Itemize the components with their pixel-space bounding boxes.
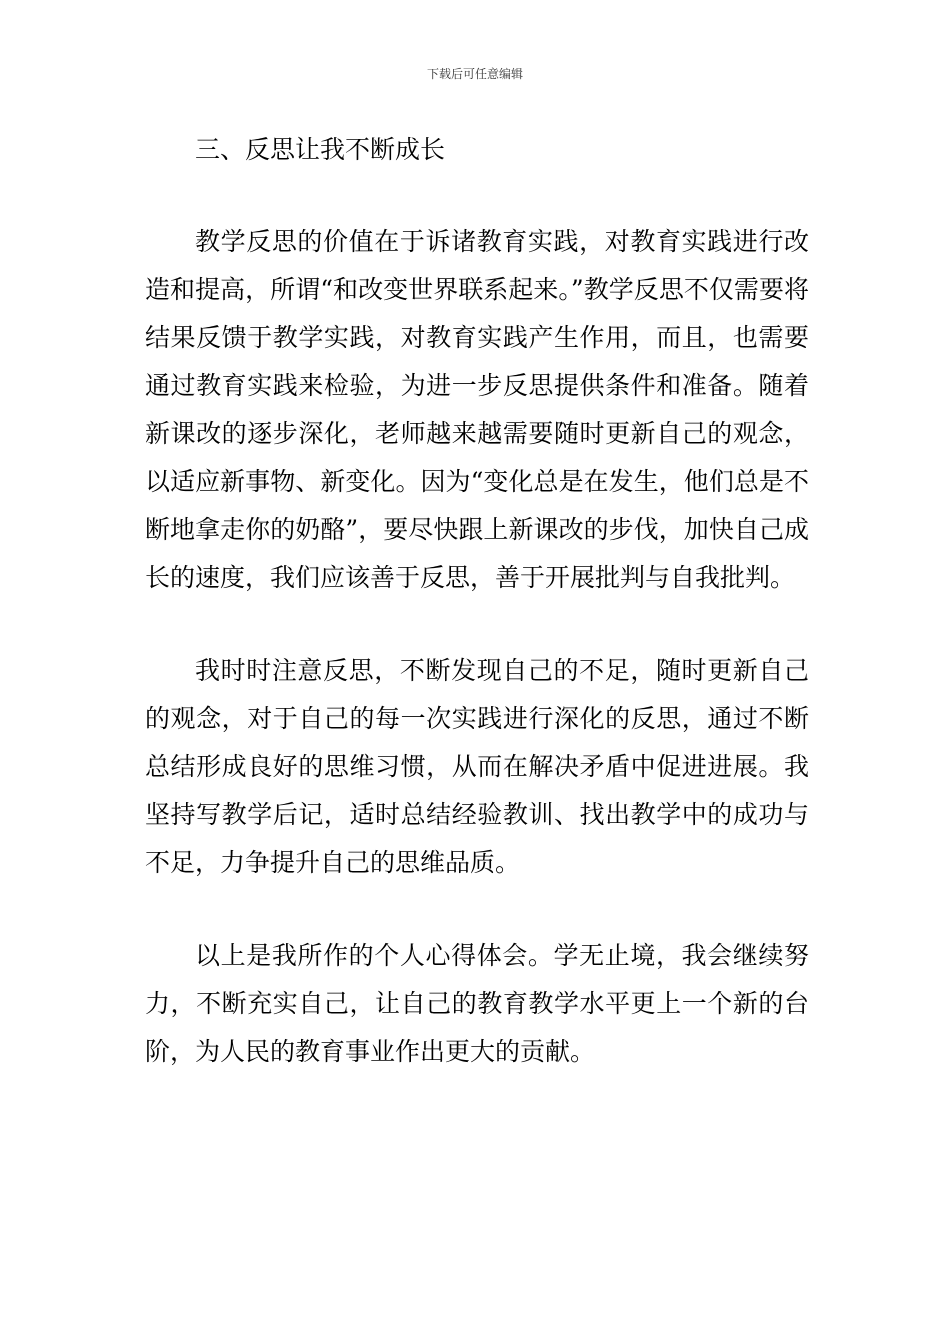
paragraph-2: 我时时注意反思，不断发现自己的不足，随时更新自己的观念，对于自己的每一次实践进行深化的反思，通过不断总结形成良好的思维习惯，从而在解决矛盾中促进进展。我坚持写教学后记，适时总结经验教训、找出教学中的成功与不足，力争提升自己的思维品质。 [145, 656, 809, 877]
section-heading: 三、反思让我不断成长 [195, 135, 446, 164]
header-note: 下载后可任意编辑 [426, 67, 523, 81]
document-body [145, 126, 809, 1121]
paragraph-3: 以上是我所作的个人心得体会。学无止境，我会继续努力，不断充实自己，让自己的教育教学水平更上一个新的台阶，为人民的教育事业作出更大的贡献。 [145, 941, 809, 1066]
paragraph-1: 教学反思的价值在于诉诸教育实践，对教育实践进行改造和提高，所谓“和改变世界联系起来。”教学反思不仅需要将结果反馈于教学实践，对教育实践产生作用，而且，也需要通过教育实践来检验，为进一步反思提供条件和准备。随着新课改的逐步深化，老师越来越需要随时更新自己的观念，以适应新事物、新变化。因为“变化总是在发生，他们总是不断地拿走你的奶酪”，要尽快跟上新课改的步伐，加快自己成长的速度，我们应该善于反思，善于开展批判与自我批判。 [145, 227, 809, 592]
